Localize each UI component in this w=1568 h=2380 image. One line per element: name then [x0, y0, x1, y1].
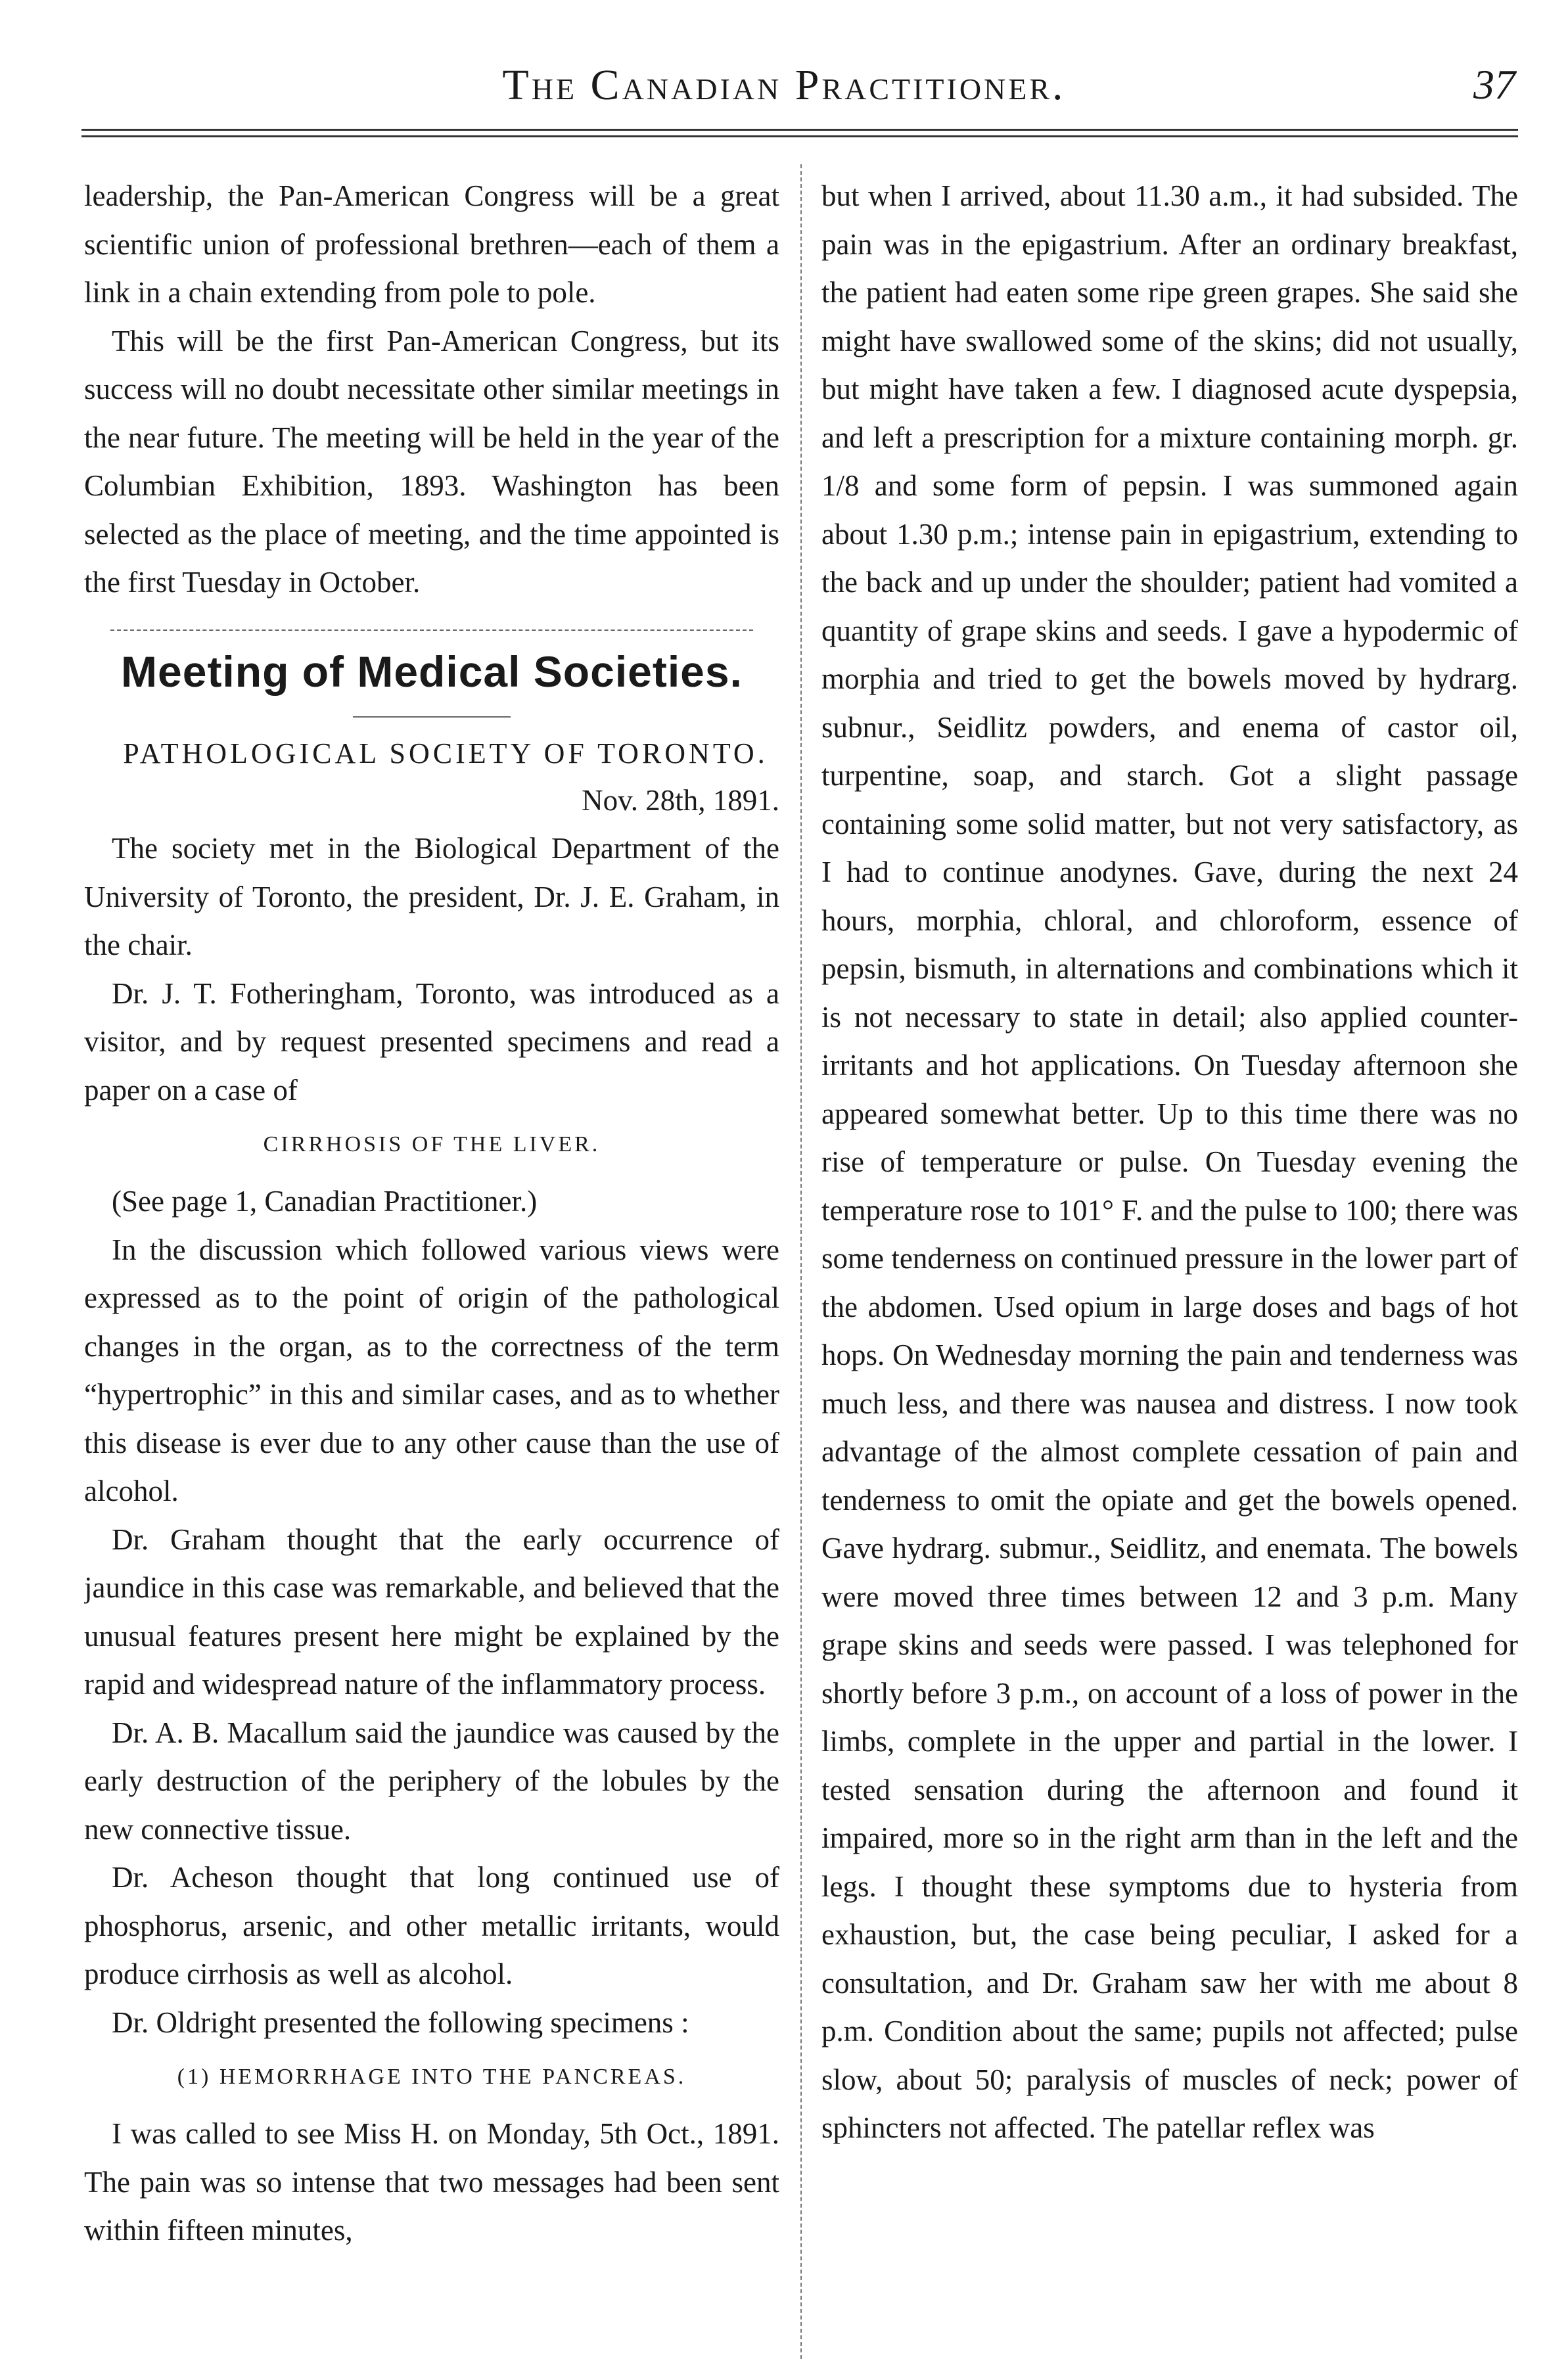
paragraph-discussion: In the discussion which followed various views were expressed as to the point of origin of the pathological changes in the organ, as to the correctness of the term “hypertrophic” in this and similar cases, and as to whether this disease is ever due to any other cause than the use of alcohol.	[84, 1233, 779, 1507]
section-heading: Meeting of Medical Societies.	[121, 647, 743, 696]
paragraph-society-met: The society met in the Biological Department of the University of Toronto, the president, Dr. J. E. Graham, in the chair.	[84, 832, 779, 961]
column-divider	[800, 164, 802, 2359]
paragraph-fotheringham: Dr. J. T. Fotheringham, Toronto, was introduced as a visitor, and by request presented specimens and read a paper on a case of	[84, 976, 779, 1107]
paragraph-continued: leadership, the Pan-American Congress will be a great scientific union of professional brethren—each of them a link in a chain extending from pole to pole.	[84, 179, 779, 309]
page-header	[0, 0, 1568, 131]
subhead-hemorrhage: (1) HEMORRHAGE INTO THE PANCREAS.	[177, 2065, 687, 2089]
paragraph-oldright: Dr. Oldright presented the following specimens :	[112, 2005, 689, 2039]
paragraph-acheson: Dr. Acheson thought that long continued use of phosphorus, arsenic, and other metallic irritants, would produce cirrhosis as well as alcohol.	[84, 1861, 779, 1990]
see-page-reference: (See page 1, Canadian Practitioner.)	[112, 1185, 538, 1218]
paragraph-congress: This will be the first Pan-American Congress, but its success will no doubt necessitate other similar meetings in the near future. The meeting will be held in the year of the Columbian Exhibition, 1893. Washington has been selected as the place of meeting, and the time appointed is the first Tuesday in October.	[84, 324, 779, 599]
page-number: 37	[1473, 61, 1515, 108]
header-rule-bottom	[81, 135, 1518, 137]
right-column	[821, 172, 1518, 2360]
section-divider	[110, 629, 753, 631]
running-head: The Canadian Practitioner.	[502, 61, 1066, 109]
subhead-cirrhosis: CIRRHOSIS OF THE LIVER.	[263, 1132, 601, 1156]
paragraph-macallum: Dr. A. B. Macallum said the jaundice was caused by the early destruction of the periphery of the lobules by the new connective tissue.	[84, 1716, 779, 1846]
paragraph-case: but when I arrived, about 11.30 a.m., it had subsided. The pain was in the epigastrium. After an ordinary breakfast, the patient had eaten some ripe green grapes. She said she might have swallowed some of the skins; did not usually, but might have taken a few. I diagnosed acute dyspepsia, and left a prescription for a mixture containing morph. gr. 1/8 and some form of pepsin. I was summoned again about 1.30 p.m.; intense pain in epigastrium, extending to the back and up under the shoulder; patient had vomited a quantity of grape skins and seeds. I gave a hypodermic of morphia and tried to get the bowels moved by hydrarg. subnur., Seidlitz powders, and enema of castor oil, turpentine, soap, and starch. Got a slight passage containing some solid matter, but not very satisfactory, as I had to continue anodynes. Gave, during the next 24 hours, morphia, chloral, and chloroform, essence of pepsin, bismuth, in alternations and combinations which it is not necessary to state in detail; also applied counter-irritants and hot applications. On Tuesday afternoon she appeared somewhat better. Up to this time there was no rise of temperature or pulse. On Tuesday evening the temperature rose to 101° F. and the pulse to 100; there was some tenderness on continued pressure in the lower part of the abdomen. Used opium in large doses and bags of hot hops. On Wednesday morning the pain and tenderness was much less, and there was nausea and distress. I now took advantage of the almost complete cessation of pain and tenderness to omit the opiate and get the bowels opened. Gave hydrarg. submur., Seidlitz, and enemata. The bowels were moved three times between 12 and 3 p.m. Many grape skins and seeds were passed. I was telephoned for shortly before 3 p.m., on account of a loss of power in the limbs, complete in the upper and partial in the lower. I tested sensation during the afternoon and found it impaired, more so in the right arm than in the left and the legs. I thought these symptoms due to hysteria from exhaustion, but, the case being peculiar, I asked for a consultation, and Dr. Graham saw her with me about 8 p.m. Condition about the same; pupils not affected; pulse slow, about 50; paralysis of muscles of neck; power of sphincters not affected. The patellar reflex was	[821, 179, 1518, 2144]
society-title: PATHOLOGICAL SOCIETY OF TORONTO.	[123, 737, 768, 769]
meeting-date: Nov. 28th, 1891.	[582, 783, 779, 817]
heading-underline	[353, 716, 511, 718]
header-rule-top	[81, 129, 1518, 131]
paragraph-graham: Dr. Graham thought that the early occurrence of jaundice in this case was remarkable, and believed that the unusual features present here might be explained by the rapid and widespread nature of the inflammatory process.	[84, 1522, 779, 1701]
paragraph-miss-h: I was called to see Miss H. on Monday, 5th Oct., 1891. The pain was so intense that two messages had been sent within fifteen minutes,	[84, 2117, 779, 2247]
left-column	[84, 172, 779, 2360]
